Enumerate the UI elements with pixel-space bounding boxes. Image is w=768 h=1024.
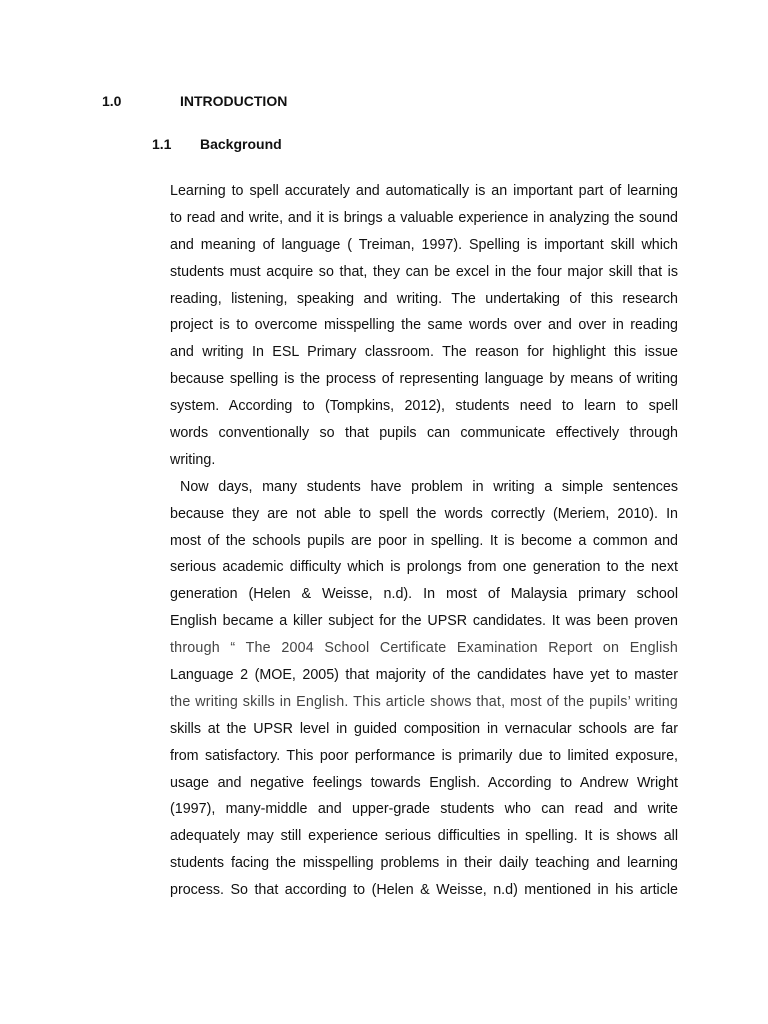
text-line: most of the schools pupils are poor in spelling. It is become a common and xyxy=(170,532,678,549)
text-line: usage and negative feelings towards English. According to Andrew Wright xyxy=(170,774,678,791)
text-line: writing. xyxy=(170,451,216,468)
body-text xyxy=(170,178,678,904)
section-number: 1.0 xyxy=(102,93,122,109)
text-line: because spelling is the process of representing language by means of writing xyxy=(170,371,678,388)
text-line: words conventionally so that pupils can communicate effectively through xyxy=(170,425,678,442)
text-line: generation (Helen & Weisse, n.d). In most of Malaysia primary school xyxy=(170,586,678,603)
text-line: to read and write, and it is brings a valuable experience in analyzing the sound xyxy=(170,209,678,226)
text-line: system. According to (Tompkins, 2012), students need to learn to spell xyxy=(170,398,678,415)
text-line: Now days, many students have problem in writing a simple sentences xyxy=(180,478,678,495)
text-line: English became a killer subject for the UPSR candidates. It was been proven xyxy=(170,613,678,630)
text-line: and meaning of language ( Treiman, 1997). Spelling is important skill which xyxy=(170,236,678,253)
subsection-title: Background xyxy=(200,136,282,152)
text-line: Learning to spell accurately and automatically is an important part of learning xyxy=(170,183,678,199)
text-line: from satisfactory. This poor performance is primarily due to limited exposure, xyxy=(170,747,678,764)
text-line: serious academic difficulty which is prolongs from one generation to the next xyxy=(170,559,678,576)
text-line: and writing In ESL Primary classroom. The reason for highlight this issue xyxy=(170,344,678,361)
text-line: project is to overcome misspelling the same words over and over in reading xyxy=(170,317,678,334)
text-line: adequately may still experience serious difficulties in spelling. It is shows all xyxy=(170,828,678,845)
text-line: because they are not able to spell the words correctly (Meriem, 2010). In xyxy=(170,505,678,522)
text-line: through “ The 2004 School Certificate Examination Report on English xyxy=(170,640,678,657)
text-line: reading, listening, speaking and writing. The undertaking of this research xyxy=(170,290,678,307)
text-line: students facing the misspelling problems in their daily teaching and learning xyxy=(170,855,678,872)
section-title: INTRODUCTION xyxy=(180,93,288,109)
text-line: Language 2 (MOE, 2005) that majority of the candidates have yet to master xyxy=(170,667,678,684)
text-line: process. So that according to (Helen & Weisse, n.d) mentioned in his article xyxy=(170,882,678,899)
text-line: (1997), many-middle and upper-grade students who can read and write xyxy=(170,801,678,818)
text-line: students must acquire so that, they can be excel in the four major skill that is xyxy=(170,263,678,280)
text-line: the writing skills in English. This article shows that, most of the pupils’ writing xyxy=(170,693,678,710)
text-line: skills at the UPSR level in guided composition in vernacular schools are far xyxy=(170,720,678,737)
subsection-number: 1.1 xyxy=(152,136,172,152)
